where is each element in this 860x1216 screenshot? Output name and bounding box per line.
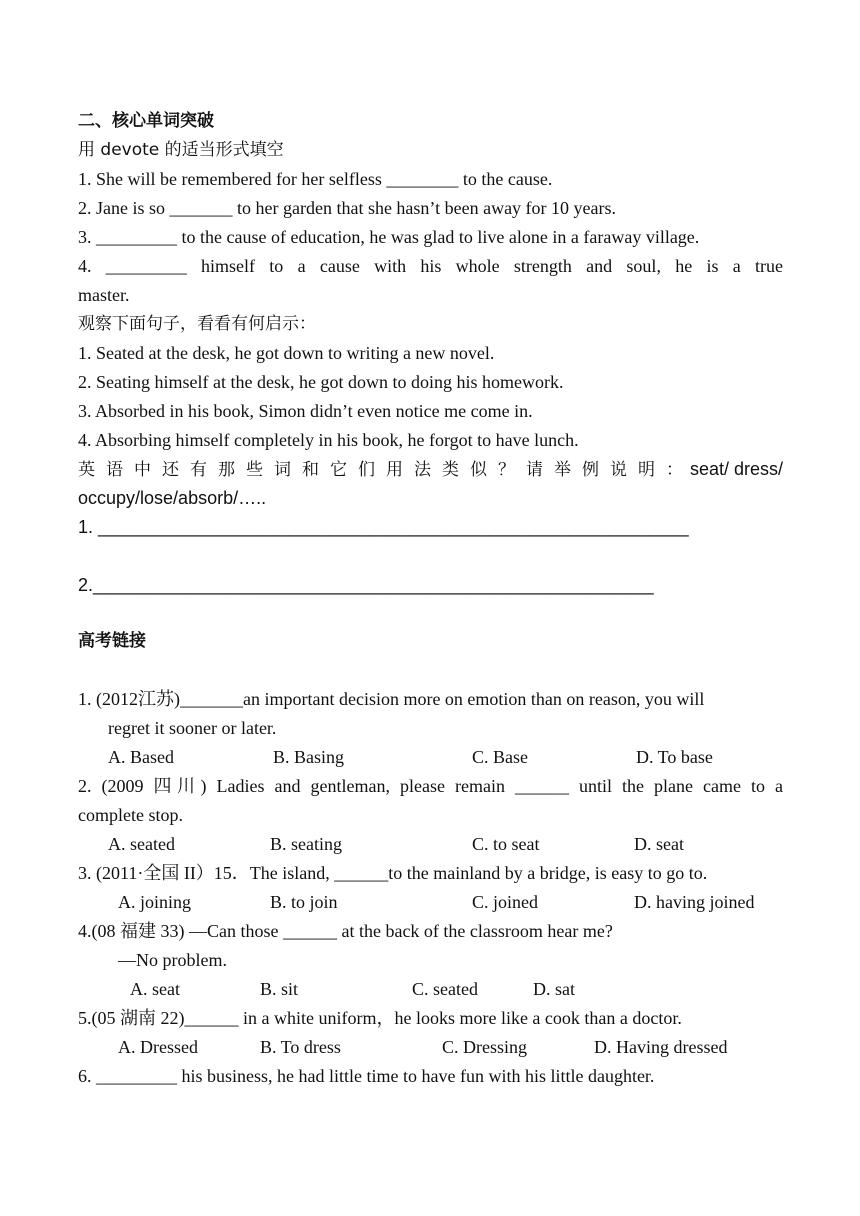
q3-option-c: C. joined <box>472 892 538 912</box>
q3-option-a: A. joining <box>118 892 192 912</box>
section-title: 二、核心单词突破 <box>78 111 214 131</box>
fill-item-4-line1: 4. _________ himself to a cause with his whole strength and soul, he is a true <box>78 256 783 276</box>
q5-option-a: A. Dressed <box>118 1037 198 1057</box>
q1-stem-cont: regret it sooner or later. <box>108 718 277 738</box>
q1-option-a: A. Based <box>108 747 174 767</box>
q2-stem-cont: complete stop. <box>78 805 183 825</box>
q5-stem: 5.(05 湖南 22)______ in a white uniform，he looks more like a cook than a doctor. <box>78 1008 682 1028</box>
q5-option-c: C. Dressing <box>442 1037 527 1057</box>
q1-option-c: C. Base <box>472 747 528 767</box>
observe-heading: 观察下面句子，看看有何启示： <box>78 314 316 334</box>
q2-option-b: B. seating <box>270 834 342 854</box>
question-line-1 <box>78 458 783 481</box>
q4-option-b: B. sit <box>260 979 299 999</box>
question-line-2: occupy/lose/absorb/….. <box>78 488 267 508</box>
q4-stem: 4.(08 福建 33) —Can those ______ at the back of the classroom hear me? <box>78 921 613 941</box>
q4-response: —No problem. <box>118 950 227 970</box>
q1-option-b: B. Basing <box>273 747 345 767</box>
fill-item-4-line2: master. <box>78 285 130 305</box>
question-words: seat/ dress/ <box>689 459 783 479</box>
q4-option-d: D. sat <box>533 979 575 999</box>
q5-option-d: D. Having dressed <box>594 1037 728 1057</box>
q4-option-c: C. seated <box>412 979 478 999</box>
answer-line-1: 1. ___________________________________________________________ <box>78 517 689 537</box>
answer-line-2: 2.________________________________________________________ <box>78 575 654 595</box>
fill-item-2: 2. Jane is so _______ to her garden that she hasn’t been away for 10 years. <box>78 198 617 218</box>
q3-stem: 3. (2011·全国 II）15．The island, ______to the mainland by a bridge, is easy to go to. <box>78 863 708 883</box>
q2-option-d: D. seat <box>634 834 684 854</box>
q1-stem: 1. (2012江苏)_______an important decision more on emotion than on reason, you will <box>78 689 705 709</box>
q6-stem: 6. _________ his business, he had little time to have fun with his little daughter. <box>78 1066 655 1086</box>
q5-option-b: B. To dress <box>260 1037 341 1057</box>
q2-option-c: C. to seat <box>472 834 540 854</box>
observe-item-1: 1. Seated at the desk, he got down to writing a new novel. <box>78 343 495 363</box>
q1-option-d: D. To base <box>636 747 713 767</box>
question-cn: 英语中还有那些词和它们用法类似？请举例说明： <box>78 460 694 480</box>
q4-option-a: A. seat <box>130 979 180 999</box>
q3-option-b: B. to join <box>270 892 338 912</box>
fill-item-3: 3. _________ to the cause of education, he was glad to live alone in a faraway village. <box>78 227 700 247</box>
gaokao-title: 高考链接 <box>78 631 146 651</box>
observe-item-3: 3. Absorbed in his book, Simon didn’t even notice me come in. <box>78 401 533 421</box>
q2-option-a: A. seated <box>108 834 175 854</box>
observe-item-4: 4. Absorbing himself completely in his book, he forgot to have lunch. <box>78 430 579 450</box>
q2-stem: 2. (2009 四川) Ladies and gentleman, please remain ______ until the plane came to a <box>78 776 783 796</box>
observe-item-2: 2. Seating himself at the desk, he got down to doing his homework. <box>78 372 564 392</box>
fill-item-1: 1. She will be remembered for her selfless ________ to the cause. <box>78 169 553 189</box>
q3-option-d: D. having joined <box>634 892 755 912</box>
instruction: 用 devote 的适当形式填空 <box>78 140 284 160</box>
